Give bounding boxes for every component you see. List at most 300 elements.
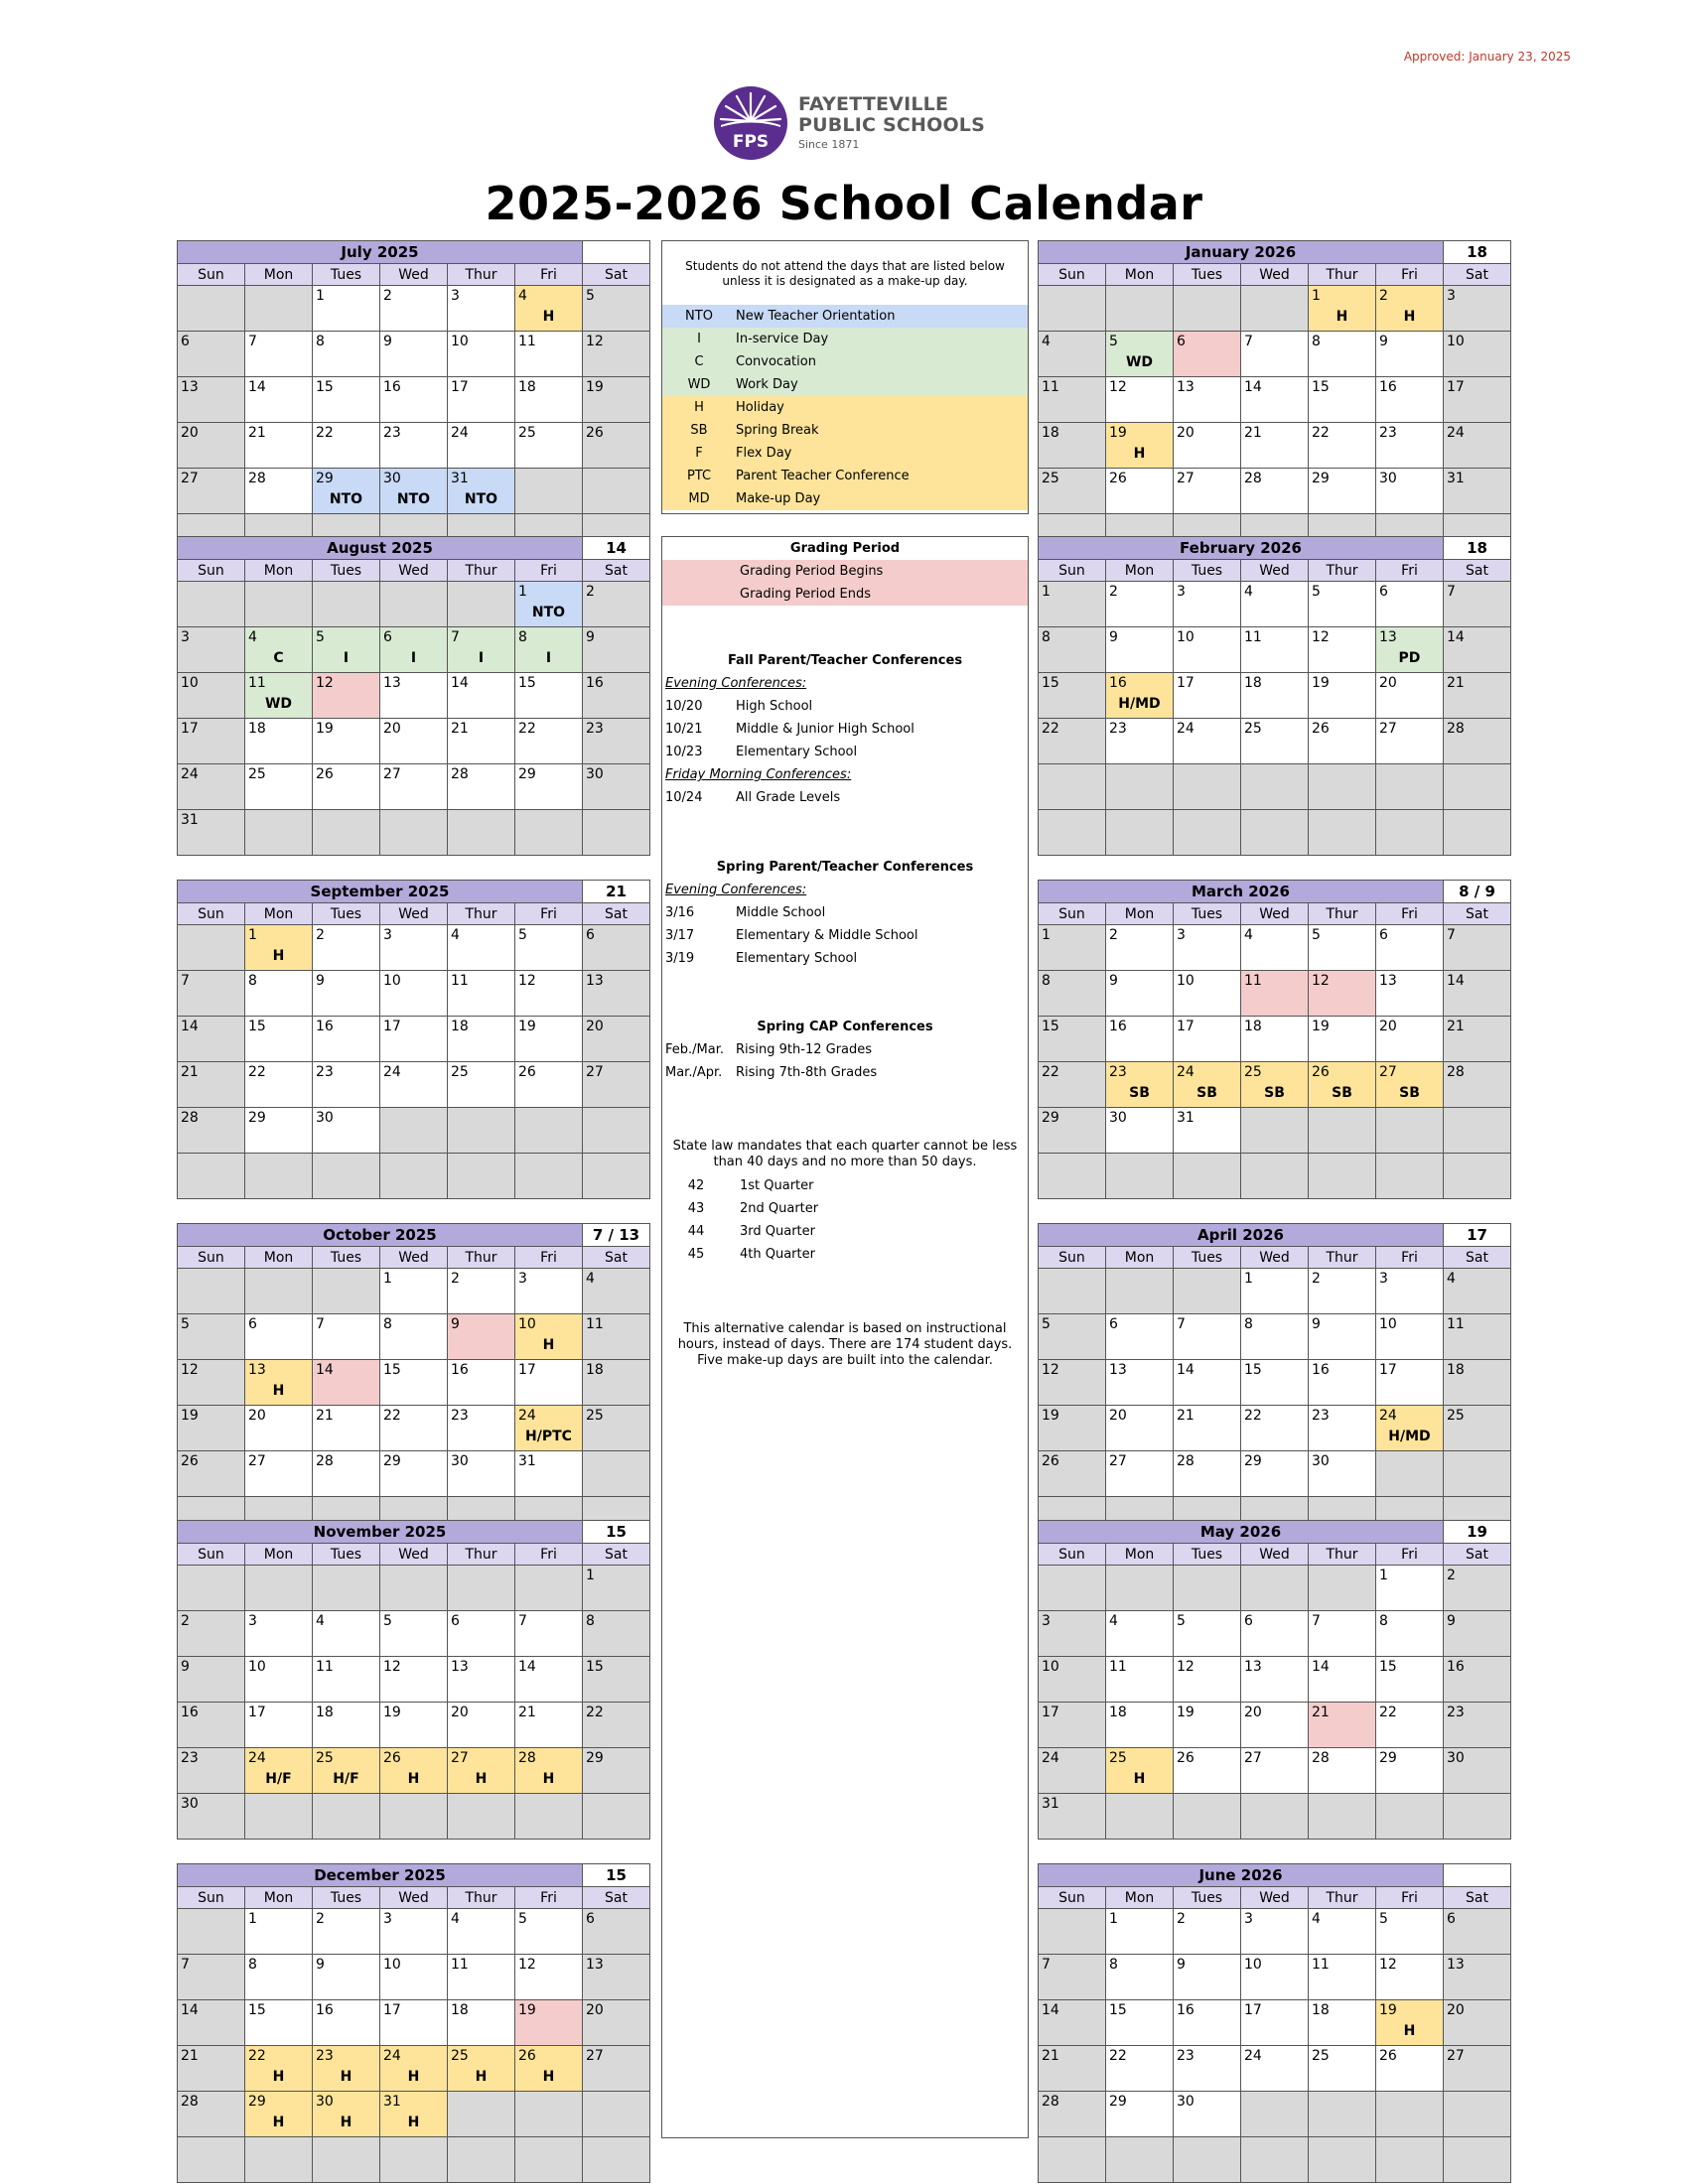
day-cell	[178, 1451, 245, 1497]
day-number: 9	[1109, 973, 1118, 989]
weekday-header: Sun	[1039, 1544, 1106, 1566]
day-cell	[1376, 1017, 1444, 1062]
day-cell	[448, 1269, 515, 1314]
legend-item	[662, 305, 1028, 328]
legend-item	[662, 419, 1028, 442]
day-cell	[1444, 423, 1511, 469]
day-number: 8	[248, 1957, 257, 1973]
day-number: 27	[181, 471, 199, 486]
month-name: September 2025	[178, 881, 583, 903]
day-cell	[1174, 469, 1241, 514]
day-cell	[515, 1657, 583, 1703]
day-number: 21	[1042, 2048, 1059, 2064]
day-cell	[583, 1269, 650, 1314]
empty-cell	[245, 2137, 313, 2183]
day-cell	[380, 1657, 448, 1703]
day-number: 21	[1244, 425, 1262, 441]
day-number: 2	[1109, 584, 1118, 600]
empty-cell	[1106, 2137, 1174, 2183]
day-code: H	[407, 1771, 420, 1787]
day-number: 25	[316, 1750, 334, 1766]
legend-label: Flex Day	[736, 446, 792, 461]
day-number: 31	[518, 1453, 536, 1469]
day-number: 2	[181, 1613, 190, 1629]
day-cell	[1241, 2046, 1309, 2092]
day-cell	[515, 1314, 583, 1360]
weekday-header: Tues	[1174, 903, 1241, 925]
legend-panel	[661, 240, 1029, 514]
fall-ptc-section	[662, 649, 1028, 809]
day-number: 10	[383, 1957, 401, 1973]
info-panel	[661, 536, 1029, 2138]
day-number: 9	[586, 629, 595, 645]
day-code: WD	[264, 696, 293, 712]
day-number: 2	[451, 1271, 460, 1287]
day-cell	[178, 1314, 245, 1360]
day-cell	[1309, 1451, 1376, 1497]
day-code: H	[272, 2069, 285, 2085]
day-cell	[1241, 1062, 1309, 1108]
empty-cell	[583, 1451, 650, 1497]
logo-since: Since 1871	[798, 138, 860, 151]
day-cell	[245, 1406, 313, 1451]
empty-cell	[583, 1794, 650, 1840]
day-cell	[1309, 332, 1376, 377]
day-number: 13	[248, 1362, 266, 1378]
day-number: 4	[1109, 1613, 1118, 1629]
empty-cell	[313, 1269, 380, 1314]
day-number: 16	[316, 2002, 334, 2018]
fps-seal-icon	[713, 85, 788, 161]
empty-cell	[448, 1566, 515, 1611]
day-cell	[178, 1017, 245, 1062]
day-number: 3	[1244, 1911, 1253, 1927]
day-code: H/MD	[1118, 696, 1161, 712]
day-number: 12	[518, 1957, 536, 1973]
day-code: H	[340, 2069, 352, 2085]
weekday-header: Sat	[583, 264, 650, 286]
empty-cell	[178, 1909, 245, 1955]
day-number: 11	[1244, 629, 1262, 645]
day-number: 17	[248, 1705, 266, 1720]
day-cell	[448, 2046, 515, 2092]
day-number: 22	[316, 425, 334, 441]
weekday-header: Tues	[313, 1247, 380, 1269]
day-number: 13	[451, 1659, 469, 1675]
weekday-header: Wed	[380, 1887, 448, 1909]
day-number: 31	[1177, 1110, 1195, 1126]
month-grid	[1038, 1863, 1511, 2183]
day-number: 4	[586, 1271, 595, 1287]
day-number: 15	[1109, 2002, 1127, 2018]
day-cell	[1106, 1611, 1174, 1657]
day-number: 27	[1177, 471, 1195, 486]
day-number: 24	[1042, 1750, 1059, 1766]
day-number: 20	[451, 1705, 469, 1720]
quarter-label: 1st Quarter	[740, 1178, 814, 1193]
day-cell	[1376, 1406, 1444, 1451]
day-number: 26	[316, 766, 334, 782]
month-day-count	[1444, 1864, 1511, 1887]
day-cell	[1309, 286, 1376, 332]
day-number: 30	[1177, 2094, 1195, 2110]
day-cell	[1106, 925, 1174, 971]
month-may-2026	[1038, 1520, 1511, 1864]
weekday-header: Thur	[1309, 264, 1376, 286]
day-cell	[380, 971, 448, 1017]
day-cell	[1376, 673, 1444, 719]
month-grid	[177, 1223, 650, 1543]
day-number: 12	[1379, 1957, 1397, 1973]
month-day-count: 15	[583, 1864, 650, 1887]
day-number: 29	[1244, 1453, 1262, 1469]
day-number: 28	[181, 1110, 199, 1126]
day-number: 30	[1109, 1110, 1127, 1126]
day-number: 7	[1447, 927, 1456, 943]
empty-cell	[1106, 286, 1174, 332]
day-number: 25	[451, 2048, 469, 2064]
day-cell	[1039, 1406, 1106, 1451]
day-number: 1	[1379, 1568, 1388, 1583]
alternative-calendar-note	[662, 1321, 1028, 1369]
empty-cell	[1309, 1154, 1376, 1199]
day-number: 10	[1177, 973, 1195, 989]
day-cell	[515, 1406, 583, 1451]
legend-label: Spring Break	[736, 423, 819, 438]
day-number: 4	[1042, 334, 1051, 349]
quarter-line	[662, 1197, 1028, 1220]
day-code: H	[1403, 2023, 1416, 2039]
conference-line	[662, 1038, 1028, 1061]
day-cell	[448, 1611, 515, 1657]
day-number: 17	[1042, 1705, 1059, 1720]
day-cell	[178, 1108, 245, 1154]
day-cell	[1241, 377, 1309, 423]
day-number: 1	[518, 584, 527, 600]
day-cell	[178, 810, 245, 856]
day-cell	[1444, 1909, 1511, 1955]
conference-line	[662, 741, 1028, 763]
day-number: 11	[248, 675, 266, 691]
weekday-header: Wed	[380, 903, 448, 925]
day-number: 9	[1177, 1957, 1186, 1973]
day-number: 20	[383, 721, 401, 737]
day-number: 22	[518, 721, 536, 737]
day-cell	[1376, 1269, 1444, 1314]
weekday-header: Fri	[515, 903, 583, 925]
day-number: 18	[1244, 1019, 1262, 1034]
day-cell	[583, 1406, 650, 1451]
day-code: SB	[1399, 1085, 1420, 1101]
day-cell	[515, 719, 583, 764]
day-cell	[1039, 332, 1106, 377]
day-number: 5	[181, 1316, 190, 1332]
day-cell	[1241, 1451, 1309, 1497]
day-number: 13	[1379, 629, 1397, 645]
day-cell	[1241, 925, 1309, 971]
day-cell	[1106, 2046, 1174, 2092]
weekday-header: Wed	[380, 1544, 448, 1566]
day-cell	[1174, 1748, 1241, 1794]
empty-cell	[1241, 810, 1309, 856]
month-march-2026	[1038, 880, 1511, 1224]
empty-cell	[245, 1566, 313, 1611]
empty-cell	[515, 1566, 583, 1611]
day-cell	[1039, 1360, 1106, 1406]
month-grid	[1038, 1520, 1511, 1840]
day-cell	[245, 1748, 313, 1794]
empty-cell	[1376, 2092, 1444, 2137]
day-cell	[178, 1657, 245, 1703]
day-cell	[380, 719, 448, 764]
empty-cell	[380, 2137, 448, 2183]
day-number: 15	[1312, 379, 1330, 395]
day-cell	[380, 1269, 448, 1314]
day-cell	[380, 1360, 448, 1406]
quarter-days: 44	[687, 1224, 705, 1239]
day-number: 17	[383, 1019, 401, 1034]
empty-cell	[1444, 1154, 1511, 1199]
weekday-header: Fri	[1376, 1247, 1444, 1269]
day-number: 7	[1244, 334, 1253, 349]
day-cell	[313, 1748, 380, 1794]
day-cell	[1106, 423, 1174, 469]
weekday-header: Tues	[1174, 1887, 1241, 1909]
empty-cell	[1444, 2092, 1511, 2137]
empty-cell	[583, 2137, 650, 2183]
conference-group: Elementary School	[736, 951, 858, 966]
day-cell	[1444, 627, 1511, 673]
day-cell	[1039, 673, 1106, 719]
day-code: H	[272, 1383, 285, 1399]
day-cell	[1039, 423, 1106, 469]
day-number: 30	[316, 1110, 334, 1126]
day-number: 26	[1042, 1453, 1059, 1469]
month-july-2025	[177, 240, 650, 585]
day-number: 13	[1379, 973, 1397, 989]
day-number: 28	[1447, 1064, 1465, 1080]
day-number: 2	[316, 1911, 325, 1927]
day-cell	[1039, 1062, 1106, 1108]
day-number: 27	[1447, 2048, 1465, 2064]
weekday-header: Mon	[1106, 1247, 1174, 1269]
day-cell	[1376, 332, 1444, 377]
day-number: 21	[451, 721, 469, 737]
day-number: 11	[1244, 973, 1262, 989]
day-cell	[583, 719, 650, 764]
day-number: 30	[586, 766, 604, 782]
day-number: 7	[451, 629, 460, 645]
day-number: 12	[1312, 973, 1330, 989]
day-cell	[1309, 1955, 1376, 2000]
day-cell	[1174, 2046, 1241, 2092]
day-number: 16	[586, 675, 604, 691]
empty-cell	[1376, 810, 1444, 856]
day-number: 4	[451, 927, 460, 943]
empty-cell	[313, 1566, 380, 1611]
day-number: 14	[451, 675, 469, 691]
day-cell	[178, 673, 245, 719]
logo-line-1: FAYETTEVILLE	[798, 93, 949, 115]
day-cell	[1444, 971, 1511, 1017]
month-day-count	[583, 241, 650, 264]
day-cell	[1174, 719, 1241, 764]
day-cell	[583, 1611, 650, 1657]
legend-label: New Teacher Orientation	[736, 309, 896, 324]
day-cell	[1174, 1657, 1241, 1703]
legend-label: Convocation	[736, 354, 816, 369]
day-cell	[1309, 423, 1376, 469]
quarter-label: 4th Quarter	[740, 1247, 815, 1262]
day-number: 17	[383, 2002, 401, 2018]
quarter-line	[662, 1220, 1028, 1243]
day-cell	[178, 1062, 245, 1108]
day-cell	[583, 673, 650, 719]
month-april-2026	[1038, 1223, 1511, 1568]
weekday-header: Mon	[245, 1247, 313, 1269]
day-number: 28	[181, 2094, 199, 2110]
day-cell	[1174, 1909, 1241, 1955]
conference-line	[662, 718, 1028, 741]
empty-cell	[1444, 1108, 1511, 1154]
day-number: 16	[1109, 1019, 1127, 1034]
day-cell	[515, 286, 583, 332]
day-number: 9	[316, 1957, 325, 1973]
day-number: 27	[586, 1064, 604, 1080]
day-code: H/PTC	[525, 1429, 572, 1444]
day-number: 4	[1244, 584, 1253, 600]
weekday-header: Tues	[1174, 1247, 1241, 1269]
weekday-header: Thur	[1309, 1544, 1376, 1566]
day-cell	[1039, 2046, 1106, 2092]
day-number: 2	[586, 584, 595, 600]
day-number: 28	[1177, 1453, 1195, 1469]
empty-cell	[245, 582, 313, 627]
day-cell	[1039, 1611, 1106, 1657]
day-cell	[1444, 673, 1511, 719]
day-number: 10	[1177, 629, 1195, 645]
conference-date: Mar./Apr.	[665, 1065, 723, 1080]
day-number: 25	[518, 425, 536, 441]
conference-group: All Grade Levels	[736, 790, 841, 805]
day-cell	[1174, 673, 1241, 719]
day-cell	[448, 1703, 515, 1748]
empty-cell	[1106, 1154, 1174, 1199]
month-name: December 2025	[178, 1864, 583, 1887]
day-cell	[1106, 582, 1174, 627]
day-number: 1	[1109, 1911, 1118, 1927]
day-code: WD	[1125, 354, 1154, 370]
day-number: 19	[1109, 425, 1127, 441]
day-cell	[583, 2000, 650, 2046]
day-number: 3	[1177, 927, 1186, 943]
day-cell	[245, 925, 313, 971]
day-cell	[178, 332, 245, 377]
day-cell	[515, 1611, 583, 1657]
empty-cell	[448, 2092, 515, 2137]
day-cell	[583, 971, 650, 1017]
day-number: 6	[586, 1911, 595, 1927]
day-cell	[1039, 1108, 1106, 1154]
day-cell	[1444, 1955, 1511, 2000]
day-number: 4	[518, 288, 527, 304]
day-cell	[1241, 1017, 1309, 1062]
day-number: 17	[1447, 379, 1465, 395]
day-cell	[1309, 377, 1376, 423]
day-cell	[1376, 469, 1444, 514]
day-number: 13	[1109, 1362, 1127, 1378]
day-number: 28	[1447, 721, 1465, 737]
day-number: 18	[586, 1362, 604, 1378]
day-cell	[515, 1451, 583, 1497]
day-cell	[1444, 1062, 1511, 1108]
day-cell	[1039, 925, 1106, 971]
day-number: 17	[1177, 675, 1195, 691]
day-number: 13	[383, 675, 401, 691]
day-cell	[448, 2000, 515, 2046]
day-cell	[1444, 1611, 1511, 1657]
day-cell	[1039, 2000, 1106, 2046]
day-number: 1	[1312, 288, 1321, 304]
day-number: 16	[1447, 1659, 1465, 1675]
empty-cell	[245, 1154, 313, 1199]
day-number: 29	[248, 2094, 266, 2110]
weekday-header: Thur	[1309, 903, 1376, 925]
day-cell	[515, 332, 583, 377]
empty-cell	[1241, 286, 1309, 332]
day-cell	[583, 925, 650, 971]
empty-cell	[1174, 1154, 1241, 1199]
day-cell	[448, 377, 515, 423]
month-january-2026	[1038, 240, 1511, 585]
day-cell	[1174, 1017, 1241, 1062]
empty-cell	[1039, 764, 1106, 810]
day-code: SB	[1129, 1085, 1150, 1101]
day-number: 1	[383, 1271, 392, 1287]
day-cell	[448, 286, 515, 332]
day-cell	[245, 971, 313, 1017]
day-number: 5	[1042, 1316, 1051, 1332]
day-number: 14	[181, 1019, 199, 1034]
day-number: 16	[181, 1705, 199, 1720]
day-cell	[178, 423, 245, 469]
day-code: H/MD	[1388, 1429, 1431, 1444]
day-cell	[313, 2046, 380, 2092]
day-number: 26	[1177, 1750, 1195, 1766]
day-cell	[313, 764, 380, 810]
quarter-days: 45	[687, 1247, 705, 1262]
day-number: 13	[1177, 379, 1195, 395]
day-code: I	[545, 650, 552, 666]
day-number: 20	[586, 1019, 604, 1034]
day-cell	[1174, 423, 1241, 469]
empty-cell	[1039, 1269, 1106, 1314]
day-number: 4	[1447, 1271, 1456, 1287]
day-cell	[1106, 1360, 1174, 1406]
month-day-count: 14	[583, 537, 650, 560]
day-cell	[1174, 627, 1241, 673]
conference-line	[662, 695, 1028, 718]
day-number: 29	[586, 1750, 604, 1766]
day-number: 11	[451, 973, 469, 989]
legend-item	[662, 442, 1028, 465]
day-number: 7	[181, 1957, 190, 1973]
empty-cell	[583, 2092, 650, 2137]
empty-cell	[1376, 2137, 1444, 2183]
day-cell	[1309, 925, 1376, 971]
day-code: H	[542, 1771, 555, 1787]
day-cell	[178, 1611, 245, 1657]
